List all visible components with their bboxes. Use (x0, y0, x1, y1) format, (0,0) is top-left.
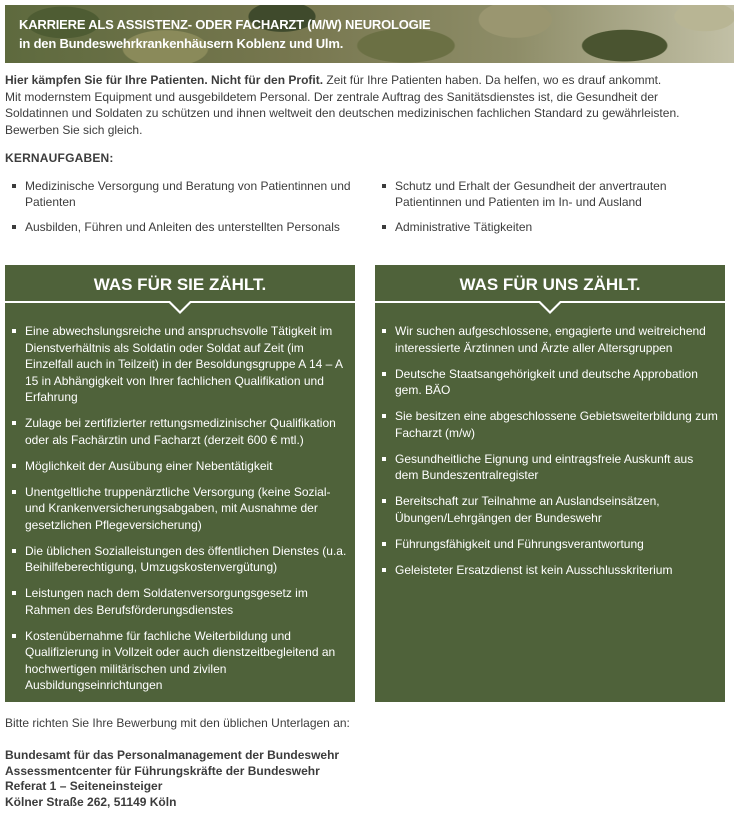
intro-line-3: Soldatinnen und Soldaten zu schützen und ihnen weltweit den deutschen medizinischen fachlichen Standard zu gewährleisten. (5, 106, 680, 120)
job-subtitle: in den Bundeswehrkrankenhäusern Koblenz und Ulm. (19, 36, 344, 51)
benefits-list (11, 323, 349, 703)
intro-line-1: Zeit für Ihre Patienten haben. Da helfen, wo es drauf ankommt. (323, 73, 662, 87)
intro-line-2: Mit modernstem Equipment und ausgebildetem Personal. Der zentrale Auftrag des Sanitätsdienstes ist, die Gesundheit der (5, 89, 659, 104)
intro-lead: Hier kämpfen Sie für Ihre Patienten. Nicht für den Profit. (5, 73, 324, 87)
benefits-box (5, 265, 355, 702)
task-item: Ausbilden, Führen und Anleiten des unterstellten Personals (11, 219, 355, 235)
task-item: Administrative Tätigkeiten (381, 219, 725, 235)
requirements-heading-bar (375, 265, 725, 303)
benefits-heading-bar (5, 265, 355, 303)
requirements-list (381, 323, 719, 588)
requirement-item: Gesundheitliche Eignung und eintragsfreie Auskunft aus dem Bundeszentralregister (381, 451, 719, 484)
task-item: Schutz und Erhalt der Gesundheit der anvertrauten Patientinnen und Patienten im In- und Ausland (381, 178, 725, 210)
requirement-item: Geleisteter Ersatzdienst ist kein Ausschlusskriterium (381, 562, 719, 579)
task-item: Medizinische Versorgung und Beratung von Patientinnen und Patienten (11, 178, 355, 210)
core-tasks-heading: KERNAUFGABEN: (5, 151, 114, 165)
application-address (5, 748, 339, 811)
requirement-item: Deutsche Staatsangehörigkeit und deutsche Approbation gem. BÄO (381, 366, 719, 399)
benefit-item: Möglichkeit der Ausübung einer Nebentätigkeit (11, 458, 349, 475)
benefit-item: Kostenübernahme für fachliche Weiterbildung und Qualifizierung in Vollzeit oder auch dienstzeitbegleitend an hochwertigen militärischen und zivilen Ausbildungseinrichtungen (11, 628, 349, 694)
benefit-item: Leistungen nach dem Soldatenversorgungsgesetz im Rahmen des Berufsförderungsdienstes (11, 585, 349, 618)
benefit-item: Eine abwechslungsreiche und anspruchsvolle Tätigkeit im Dienstverhältnis als Soldatin oder Soldat auf Zeit (im Einzelfall auch in Teilzeit) in der Besoldungsgruppe A 14 – A 15 in Abhängigkeit von Ihrer fachlichen Qualifikation und Erfahrung (11, 323, 349, 406)
benefit-item: Die üblichen Sozialleistungen des öffentlichen Dienstes (u.a. Beihilfeberechtigung, Umzugskostenvergütung) (11, 543, 349, 576)
address-line: Bundesamt für das Personalmanagement der Bundeswehr (5, 748, 340, 762)
benefit-item: Zulage bei zertifizierter rettungsmedizinischer Qualifikation oder als Fachärztin und Facharzt (derzeit 600 € mtl.) (11, 415, 349, 448)
requirements-box (375, 265, 725, 702)
address-line: Kölner Straße 262, 51149 Köln (5, 795, 177, 810)
intro-text (5, 72, 733, 138)
requirement-item: Führungsfähigkeit und Führungsverantwortung (381, 536, 719, 553)
address-line: Referat 1 – Seiteneinsteiger (5, 779, 163, 794)
requirement-item: Wir suchen aufgeschlossene, engagierte und weitreichend interessierte Ärztinnen und Ärzte aller Altersgruppen (381, 323, 719, 356)
application-instruction: Bitte richten Sie Ihre Bewerbung mit den üblichen Unterlagen an: (5, 716, 350, 730)
address-line: Assessmentcenter für Führungskräfte der Bundeswehr (5, 763, 320, 778)
job-header-banner (5, 5, 734, 63)
job-title: KARRIERE ALS ASSISTENZ- ODER FACHARZT (M/W) NEUROLOGIE (19, 17, 431, 32)
requirements-heading: WAS FÜR UNS ZÄHLT. (459, 275, 641, 294)
intro-line-4: Bewerben Sie sich gleich. (5, 122, 143, 137)
requirement-item: Bereitschaft zur Teilnahme an Auslandseinsätzen, Übungen/Lehrgängen der Bundeswehr (381, 493, 719, 526)
requirement-item: Sie besitzen eine abgeschlossene Gebietsweiterbildung zum Facharzt (m/w) (381, 408, 719, 441)
benefits-heading: WAS FÜR SIE ZÄHLT. (93, 275, 267, 294)
benefit-item: Unentgeltliche truppenärztliche Versorgung (keine Sozial- und Krankenversicherungsabgaben, mit Ausnahme der gesetzlichen Pflegeversicherung) (11, 484, 349, 534)
